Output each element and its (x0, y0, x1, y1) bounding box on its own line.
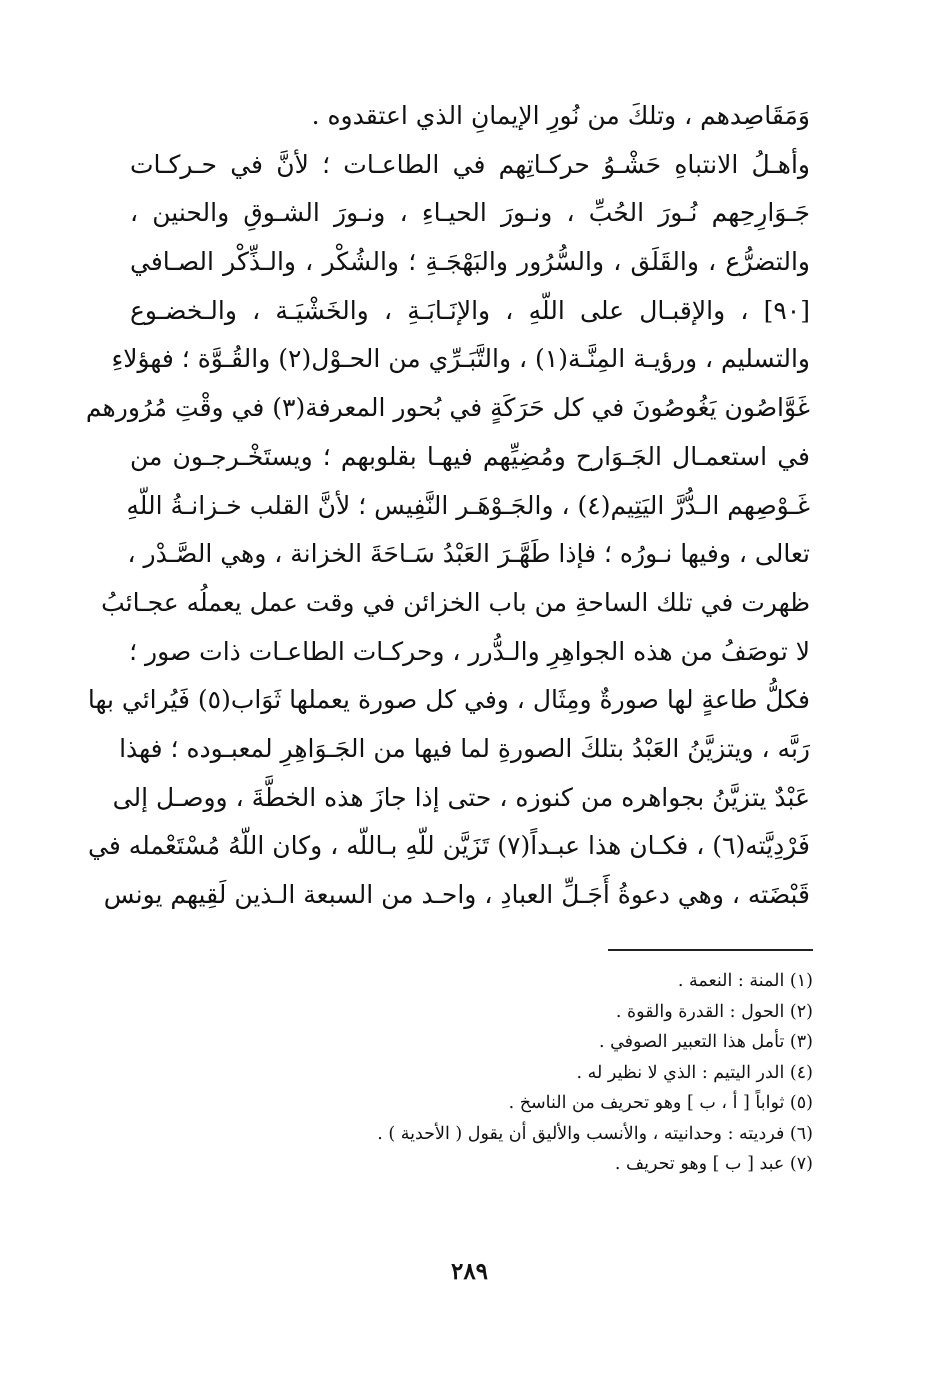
text-line: والتسليم ، ورؤيـة المِنَّـة(١) ، والتَّبَـرِّي من الحـوْل(٢) والقُـوَّة ؛ فهؤلاءِ (111, 344, 810, 374)
footnote: (٥) ثواباً [ أ ، ب ] وهو تحريف من الناسخ . (508, 1093, 813, 1113)
page-number: ٢٨٩ (450, 1258, 489, 1285)
text-line: غَوَّاصُون يَغُوصُونَ في كل حَرَكَةٍ في بُحور المعرفة(٣) في وقْتِ مُرُورهم (85, 393, 810, 423)
text-line: فَرْدِيَّته(٦) ، فكـان هذا عبـداً(٧) تَزَيَّن للّهِ بـاللّه ، وكان اللّهُ مُسْتَعْمله في (88, 831, 810, 861)
footnote: (٤) الدر اليتيم : الذي لا نظير له . (576, 1062, 813, 1083)
text-line: في استعمـال الجَـوَارح ومُضِيِّهم فيهـا بقلوبهم ؛ ويستَخْـرجـون من (130, 441, 810, 471)
text-line: وأهـلُ الانتباهِ حَشْـوُ حركـاتِهم في الطاعـات ؛ لأنَّ في حـركـات (130, 149, 810, 179)
text-line: رَبَّه ، ويتزيَّنُ العَبْدُ بتلكَ الصورةِ لما فيها من الجَـوَاهِرِ لمعبـوده ؛ فهذا (119, 733, 810, 763)
text-line: تعالى ، وفيها نـورُه ؛ فإذا طَهَّـرَ العَبْدُ سَـاحَةَ الخزانة ، وهي الصَّـدْر ، (127, 539, 810, 569)
footnote: (٢) الحول : القدرة والقوة . (615, 1001, 813, 1022)
text-line: [٩٠] ، والإقبـال على اللّهِ ، والإنَـابَـةِ ، والخَشْيَـة ، والـخضـوع (130, 295, 810, 325)
text-line: قَبْضَته ، وهي دعوةُ أَجَـلِّ العبادِ ، واحـد من السبعة الـذين لَقِيهم يونس (103, 880, 810, 909)
text-line: والتضرُّع ، والقَلَق ، والسُّرُور والبَهْجَـةِ ؛ والشُكْر ، والـذِّكْر الصـافي (130, 247, 810, 277)
text-line: غَـوْصِهم الـدُّرَّ اليَتِيم(٤) ، والجَـوْهَـر النَّفِيس ؛ لأنَّ القلب خـزانـةُ اللّهِ (126, 490, 810, 520)
footnote: (٦) فرديته : وحدانيته ، والأنسب والأليق أن يقول ( الأحدية ) . (377, 1123, 813, 1144)
main-text (85, 92, 810, 920)
footnote: (٧) عبد [ ب ] وهو تحريف . (614, 1154, 813, 1174)
footnotes (300, 966, 813, 1180)
text-line: لا توصَفُ من هذه الجواهِرِ والـدُّرر ، وحركـات الطاعـات ذات صور ؛ (129, 636, 810, 666)
text-line: ظهرت في تلك الساحةِ من باب الخزائن في وقت عمل يعملُه عجـائبُ (101, 587, 810, 617)
text-line: عَبْدٌ يتزيَّنُ بجواهره من كنوزه ، حتى إذا جازَ هذه الخطَّةَ ، ووصـل إلى (112, 782, 810, 812)
footnote-separator (608, 949, 813, 951)
text-line: وَمَقَاصِدهم ، وتلكَ من نُورِ الإيمانِ الذي اعتقدوه . (311, 101, 810, 130)
footnote: (١) المنة : النعمة . (677, 971, 813, 991)
footnote: (٣) تأمل هذا التعبير الصوفي . (598, 1032, 813, 1052)
text-line: جَـوَارِحِهم نُـورَ الحُبِّ ، ونـورَ الحيـاءِ ، ونـورَ الشـوقِ والحنين ، (130, 198, 810, 228)
text-line: فكلُّ طاعةٍ لها صورةٌ ومِثَال ، وفي كل صورة يعملها ثَوَاب(٥) فَيُرائي بها (87, 685, 810, 715)
